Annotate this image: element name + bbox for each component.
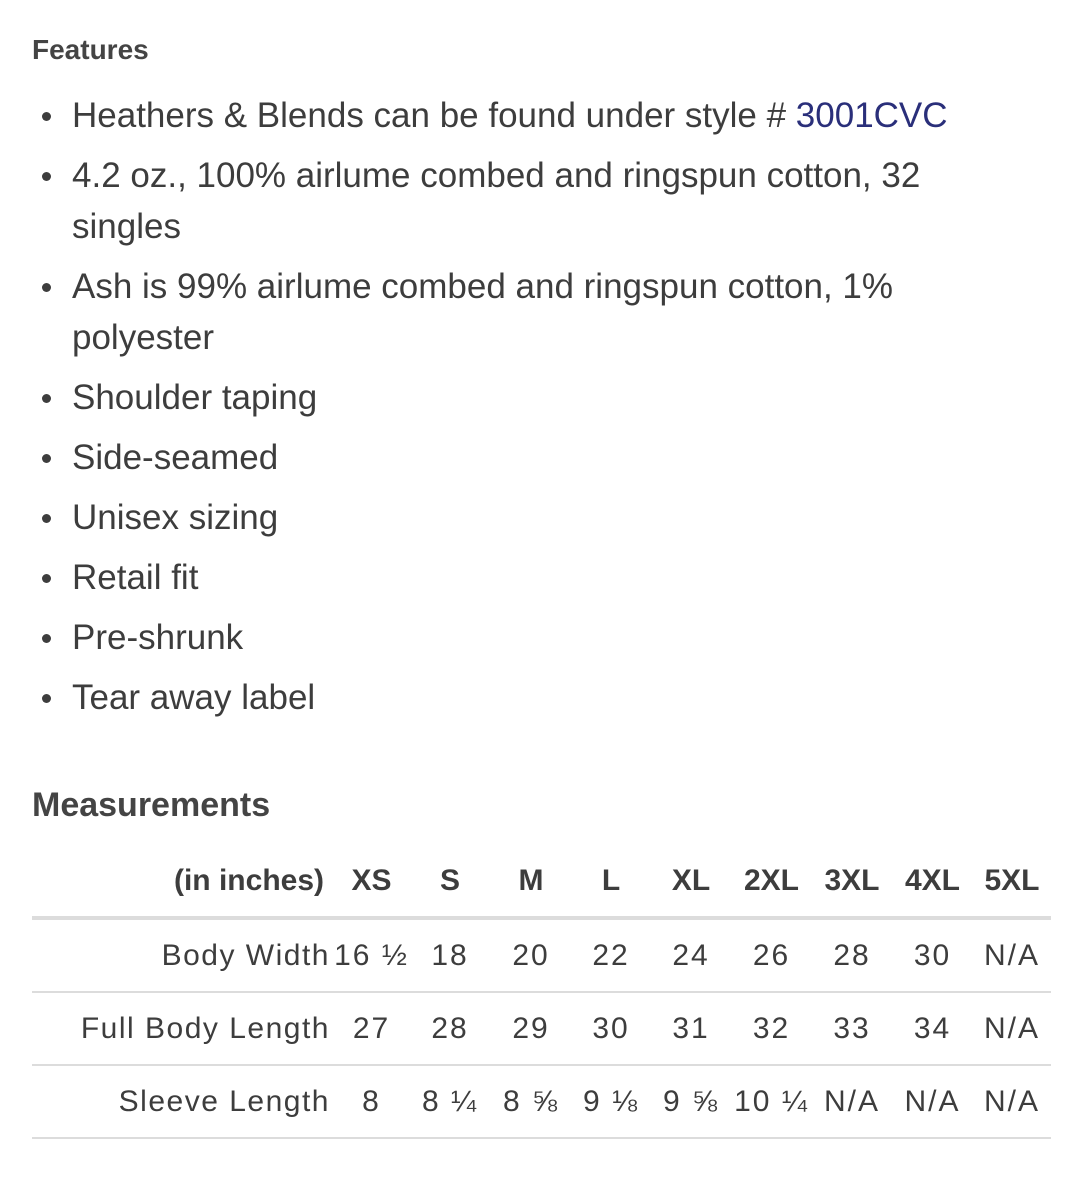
table-cell: 9 ⅛ [571, 1065, 651, 1138]
table-cell: 30 [571, 992, 651, 1065]
table-cell: 8 ⅝ [491, 1065, 571, 1138]
table-row [32, 1065, 1051, 1138]
feature-item-text: Heathers & Blends can be found under style # [72, 96, 796, 135]
table-cell: 32 [731, 992, 812, 1065]
feature-item [32, 150, 1032, 252]
unit-header: (in inches) [32, 846, 334, 918]
feature-item-text: Unisex sizing [72, 498, 279, 537]
table-cell: 26 [731, 918, 812, 992]
row-label-full-body-length: Full Body Length [32, 992, 334, 1065]
table-cell: 9 ⅝ [651, 1065, 731, 1138]
feature-item [32, 492, 1032, 543]
bullet-icon [42, 454, 51, 463]
table-cell: N/A [973, 992, 1051, 1065]
feature-item-text: Ash is 99% airlume combed and ringspun cotton, 1% polyester [72, 267, 894, 357]
feature-item-text: Side-seamed [72, 438, 279, 477]
table-cell: N/A [812, 1065, 892, 1138]
table-cell: 8 ¼ [409, 1065, 491, 1138]
bullet-icon [42, 172, 51, 181]
measurements-heading: Measurements [32, 786, 271, 824]
table-cell: 30 [892, 918, 973, 992]
measurements-table [32, 846, 1051, 1139]
table-cell: 8 [334, 1065, 409, 1138]
table-cell: 24 [651, 918, 731, 992]
size-header-5xl: 5XL [973, 846, 1051, 918]
table-cell: N/A [973, 1065, 1051, 1138]
bullet-icon [42, 574, 51, 583]
size-header-m: M [491, 846, 571, 918]
bullet-icon [42, 514, 51, 523]
feature-item [32, 90, 1032, 141]
row-label-sleeve-length: Sleeve Length [32, 1065, 334, 1138]
feature-list [32, 90, 1032, 732]
row-label-body-width: Body Width [32, 918, 334, 992]
bullet-icon [42, 694, 51, 703]
features-heading: Features [32, 34, 149, 65]
table-cell: 20 [491, 918, 571, 992]
table-cell: 29 [491, 992, 571, 1065]
size-header-3xl: 3XL [812, 846, 892, 918]
table-cell: 31 [651, 992, 731, 1065]
table-cell: 33 [812, 992, 892, 1065]
table-cell: N/A [892, 1065, 973, 1138]
table-row [32, 992, 1051, 1065]
size-header-4xl: 4XL [892, 846, 973, 918]
table-cell: 27 [334, 992, 409, 1065]
style-3001cvc-link[interactable]: 3001CVC [795, 96, 948, 135]
table-cell: 34 [892, 992, 973, 1065]
table-cell: N/A [973, 918, 1051, 992]
size-header-s: S [409, 846, 491, 918]
size-header-2xl: 2XL [731, 846, 812, 918]
bullet-icon [42, 634, 51, 643]
feature-item [32, 552, 1032, 603]
feature-item-text: Pre-shrunk [72, 618, 244, 657]
table-cell: 28 [812, 918, 892, 992]
table-cell: 10 ¼ [731, 1065, 812, 1138]
feature-item [32, 612, 1032, 663]
table-cell: 16 ½ [334, 918, 409, 992]
table-cell: 22 [571, 918, 651, 992]
size-header-xl: XL [651, 846, 731, 918]
feature-item-text: Retail fit [72, 558, 199, 597]
feature-item [32, 432, 1032, 483]
feature-item [32, 372, 1032, 423]
feature-item-text: 4.2 oz., 100% airlume combed and ringspun cotton, 32 singles [72, 156, 921, 246]
feature-item-text: Shoulder taping [72, 378, 318, 417]
table-cell: 18 [409, 918, 491, 992]
size-header-xs: XS [334, 846, 409, 918]
table-header-row [32, 846, 1051, 918]
feature-item-text: Tear away label [72, 678, 316, 717]
bullet-icon [42, 394, 51, 403]
size-header-l: L [571, 846, 651, 918]
table-cell: 28 [409, 992, 491, 1065]
bullet-icon [42, 283, 51, 292]
feature-item [32, 261, 1032, 363]
table-row [32, 918, 1051, 992]
feature-item [32, 672, 1032, 723]
bullet-icon [42, 112, 51, 121]
